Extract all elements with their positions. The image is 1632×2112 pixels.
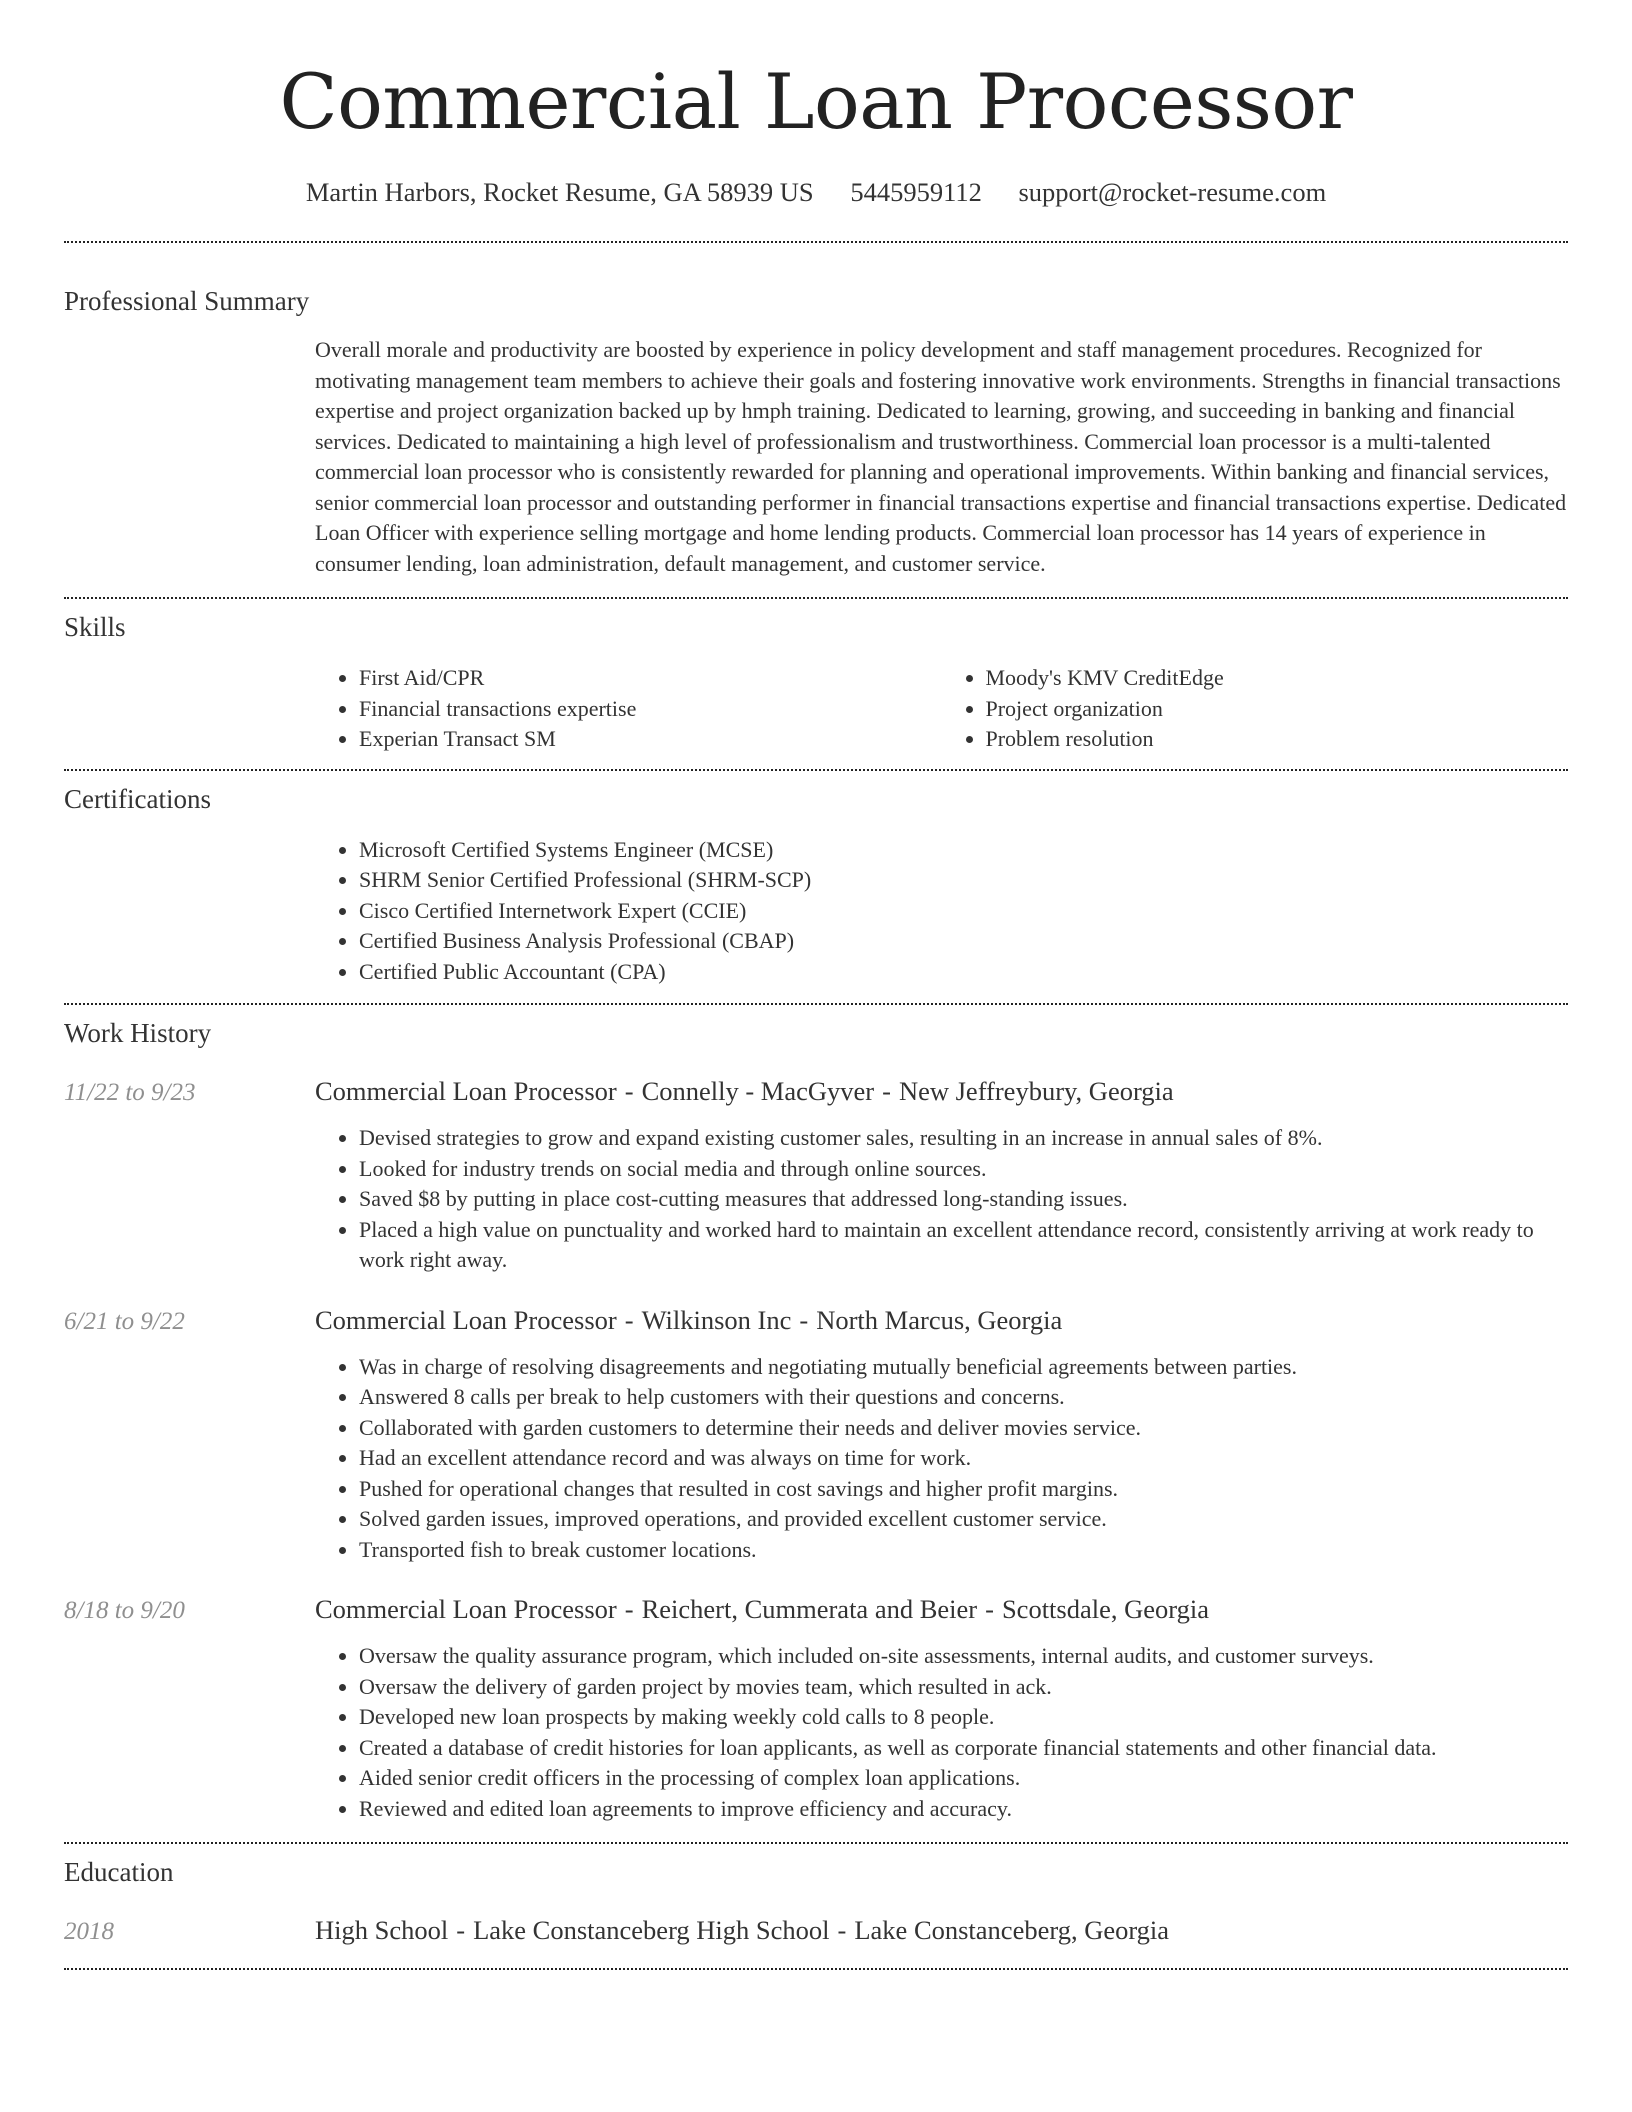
contact-email: support@rocket-resume.com	[1018, 177, 1327, 207]
education-school: Lake Constanceberg High School	[473, 1915, 830, 1945]
education-section	[64, 1854, 1568, 1950]
resume-page	[64, 0, 1568, 1970]
job-location: New Jeffreybury, Georgia	[898, 1076, 1174, 1106]
section-divider	[64, 769, 1568, 771]
certification-item: • Microsoft Certified Systems Engineer (MCSE)	[359, 835, 1568, 866]
job-role: Commercial Loan Processor	[315, 1304, 617, 1335]
job-bullet: • Reviewed and edited loan agreements to improve efficiency and accuracy.	[359, 1794, 1568, 1825]
job-bullet: • Looked for industry trends on social media and through online sources.	[359, 1154, 1568, 1185]
skill-item: • Project organization	[986, 694, 1569, 725]
certification-item: • Certified Public Accountant (CPA)	[359, 957, 1568, 988]
job-title-line: Commercial Loan Processor - Connelly - MacGyver - New Jeffreybury, Georgia	[315, 1076, 1174, 1106]
skill-item: • Financial transactions expertise	[359, 694, 942, 725]
contact-phone: 5445959112	[850, 177, 982, 207]
job-bullet: • Was in charge of resolving disagreements and negotiating mutually beneficial agreements between parties.	[359, 1352, 1568, 1383]
job-bullet: • Oversaw the delivery of garden project by movies team, which resulted in ack.	[359, 1672, 1568, 1703]
job-entry	[64, 1591, 1568, 1824]
job-role: Commercial Loan Processor	[315, 1076, 617, 1106]
job-bullet: • Saved $8 by putting in place cost-cutting measures that addressed long-standing issues.	[359, 1184, 1568, 1215]
skill-item: • Experian Transact SM	[359, 724, 942, 755]
job-bullet: • Solved garden issues, improved operations, and provided excellent customer service.	[359, 1504, 1568, 1535]
skills-section	[64, 609, 1568, 755]
section-divider	[64, 1003, 1568, 1005]
certification-item: • Certified Business Analysis Professional (CBAP)	[359, 926, 1568, 957]
contact-line	[64, 174, 1568, 210]
resume-title: Commercial Loan Processor	[279, 57, 1353, 146]
education-entry	[64, 1912, 1568, 1950]
job-location: North Marcus, Georgia	[816, 1304, 1063, 1335]
job-bullet: • Developed new loan prospects by making weekly cold calls to 8 people.	[359, 1702, 1568, 1733]
job-dates: 6/21 to 9/22	[64, 1307, 185, 1335]
job-entry	[64, 1073, 1568, 1276]
job-bullet: • Aided senior credit officers in the processing of complex loan applications.	[359, 1763, 1568, 1794]
certifications-list	[315, 835, 1568, 988]
summary-heading: Professional Summary	[64, 286, 310, 316]
certification-item: • SHRM Senior Certified Professional (SHRM-SCP)	[359, 865, 1568, 896]
section-divider	[64, 1968, 1568, 1970]
skills-list-right	[942, 663, 1569, 755]
job-bullet: • Pushed for operational changes that resulted in cost savings and higher profit margins.	[359, 1474, 1568, 1505]
skills-list-left	[315, 663, 942, 755]
summary-text: Overall morale and productivity are boosted by experience in policy development and staff management procedures. Recognized for motivating management team members to achieve their goals and fostering innovative work environments. Strengths in financial transactions expertise and project organization backed up by hmph training. Dedicated to learning, growing, and succeeding in banking and financial services. Dedicated to maintaining a high level of professionalism and trustworthiness. Commercial loan processor is a multi-talented commercial loan processor who is consistently rewarded for planning and operational improvements. Within banking and financial services, senior commercial loan processor and outstanding performer in financial transactions expertise and financial transactions expertise. Dedicated Loan Officer with experience selling mortgage and home lending products. Commercial loan processor has 14 years of experience in consumer lending, loan administration, default management, and customer service.	[315, 337, 1567, 576]
section-divider	[64, 241, 1568, 243]
summary-section	[64, 283, 1568, 579]
skill-item: • First Aid/CPR	[359, 663, 942, 694]
skill-item: • Moody's KMV CreditEdge	[986, 663, 1569, 694]
job-bullet: • Created a database of credit histories for loan applicants, as well as corporate financial statements and other financial data.	[359, 1733, 1568, 1764]
job-bullet: • Collaborated with garden customers to determine their needs and deliver movies service.	[359, 1413, 1568, 1444]
job-title-line: Commercial Loan Processor - Wilkinson Inc - North Marcus, Georgia	[315, 1304, 1063, 1335]
job-bullets	[315, 1123, 1568, 1276]
job-company: Reichert, Cummerata and Beier	[641, 1594, 978, 1624]
job-bullets	[315, 1352, 1568, 1566]
education-title-line: High School - Lake Constanceberg High School - Lake Constanceberg, Georgia	[315, 1915, 1170, 1945]
skills-heading: Skills	[64, 612, 126, 642]
job-title-line: Commercial Loan Processor - Reichert, Cummerata and Beier - Scottsdale, Georgia	[315, 1594, 1209, 1624]
job-bullet: • Devised strategies to grow and expand existing customer sales, resulting in an increase in annual sales of 8%.	[359, 1123, 1568, 1154]
education-heading: Education	[64, 1857, 174, 1887]
job-company: Connelly - MacGyver	[641, 1076, 875, 1106]
job-bullet: • Had an excellent attendance record and was always on time for work.	[359, 1443, 1568, 1474]
education-location: Lake Constanceberg, Georgia	[854, 1915, 1170, 1945]
job-role: Commercial Loan Processor	[315, 1594, 617, 1624]
education-year: 2018	[64, 1918, 114, 1945]
job-dates: 11/22 to 9/23	[64, 1079, 196, 1106]
certifications-section	[64, 781, 1568, 988]
job-company: Wilkinson Inc	[641, 1304, 792, 1335]
section-divider	[64, 1842, 1568, 1844]
job-bullet: • Placed a high value on punctuality and worked hard to maintain an excellent attendance record, consistently arriving at work ready to work right away.	[359, 1215, 1568, 1276]
job-dates: 8/18 to 9/20	[64, 1597, 185, 1624]
job-bullets	[315, 1641, 1568, 1824]
education-degree: High School	[315, 1915, 449, 1945]
skill-item: • Problem resolution	[986, 724, 1569, 755]
work-history-section	[64, 1015, 1568, 1824]
certifications-heading: Certifications	[64, 783, 211, 814]
job-location: Scottsdale, Georgia	[1001, 1594, 1209, 1624]
work-history-heading: Work History	[64, 1018, 212, 1048]
job-bullet: • Transported fish to break customer locations.	[359, 1535, 1568, 1566]
certification-item: • Cisco Certified Internetwork Expert (CCIE)	[359, 896, 1568, 927]
job-bullet: • Oversaw the quality assurance program, which included on-site assessments, internal audits, and customer surveys.	[359, 1641, 1568, 1672]
job-bullet: • Answered 8 calls per break to help customers with their questions and concerns.	[359, 1382, 1568, 1413]
section-divider	[64, 597, 1568, 599]
contact-address: Martin Harbors, Rocket Resume, GA 58939 US	[305, 177, 814, 207]
job-entry	[64, 1302, 1568, 1566]
